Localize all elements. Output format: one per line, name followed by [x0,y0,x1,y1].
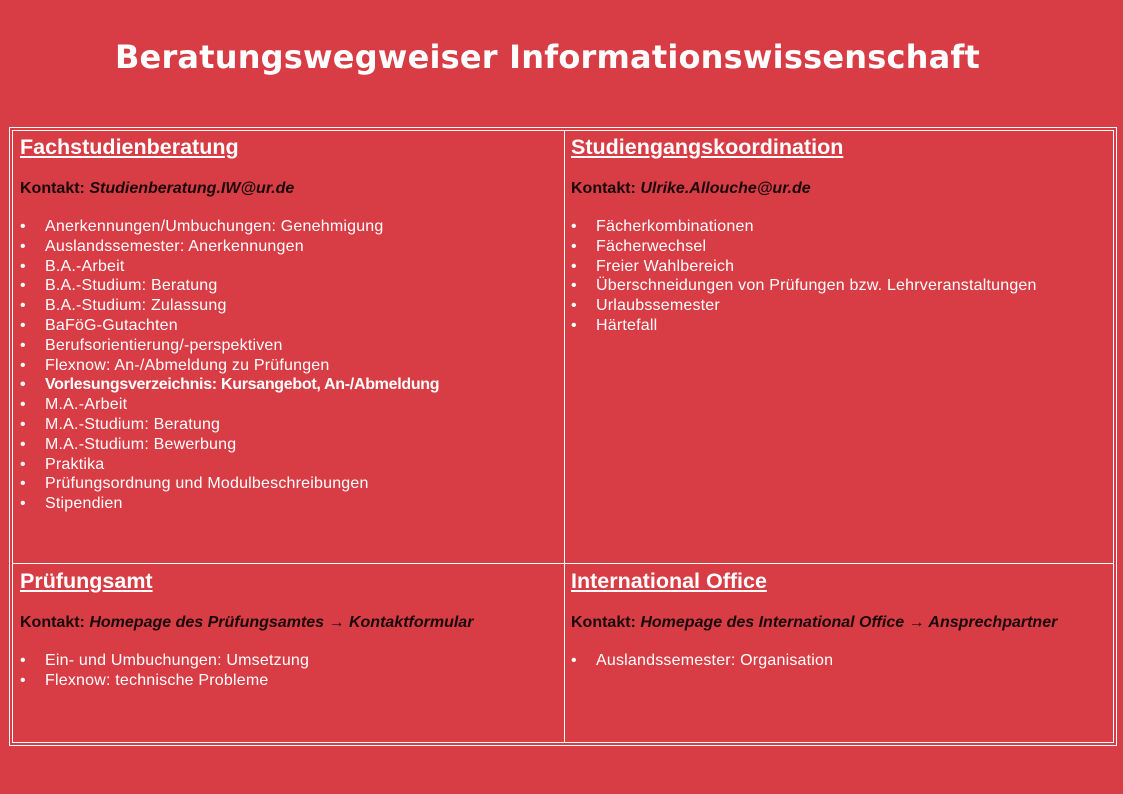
list-item: • B.A.-Studium: Zulassung [11,296,551,316]
list-item: • Flexnow: An-/Abmeldung zu Prüfungen [11,356,551,376]
contact-line [571,613,1112,633]
section-studiengangskoordination [562,133,1112,336]
list-item: • Härtefall [562,316,1112,336]
contact-label: Kontakt: [571,614,636,631]
list-item: • Stipendien [11,494,551,514]
list-item: • B.A.-Studium: Beratung [11,276,551,296]
list-item: • BaFöG-Gutachten [11,316,551,336]
list-item: • Ein- und Umbuchungen: Umsetzung [11,651,551,671]
list-item: • Prüfungsordnung und Modulbeschreibungen [11,474,551,494]
contact-link[interactable]: Homepage des International Office → Ansprechpartner [640,614,1058,631]
section-title: International Office [571,569,767,593]
list-item: • Überschneidungen von Prüfungen bzw. Lehrveranstaltungen [562,276,1112,296]
topic-list [562,651,1112,671]
contact-line [20,179,551,199]
list-item: • Auslandssemester: Organisation [562,651,1112,671]
contact-link[interactable]: Homepage des Prüfungsamtes → Kontaktformular [89,614,474,631]
section-title: Prüfungsamt [20,569,153,593]
list-item: • Flexnow: technische Probleme [11,671,551,691]
section-fachstudienberatung [11,133,551,514]
contact-label: Kontakt: [20,180,85,197]
list-item: • Berufsorientierung/-perspektiven [11,336,551,356]
section-pruefungsamt [11,567,551,691]
list-item: • Fächerwechsel [562,237,1112,257]
section-international-office [562,567,1112,671]
list-item: • Praktika [11,455,551,475]
contact-label: Kontakt: [571,180,636,197]
topic-list [562,217,1112,336]
contact-label: Kontakt: [20,614,85,631]
topic-list [11,651,551,691]
contact-email[interactable]: Ulrike.Allouche@ur.de [640,180,811,197]
list-item: • Fächerkombinationen [562,217,1112,237]
row-divider [13,563,1113,564]
list-item: • M.A.-Studium: Beratung [11,415,551,435]
section-title: Studiengangskoordination [571,135,844,159]
section-title: Fachstudienberatung [20,135,239,159]
list-item: • Auslandssemester: Anerkennungen [11,237,551,257]
list-item: • Anerkennungen/Umbuchungen: Genehmigung [11,217,551,237]
contact-line [20,613,551,633]
contact-line [571,179,1112,199]
list-item: • M.A.-Studium: Bewerbung [11,435,551,455]
list-item-highlighted: • Vorlesungsverzeichnis: Kursangebot, An-/Abmeldung [11,375,551,395]
list-item: • Freier Wahlbereich [562,257,1112,277]
page-title: Beratungswegweiser Informationswissenschaft [114,38,981,76]
list-item: • B.A.-Arbeit [11,257,551,277]
contact-email[interactable]: Studienberatung.IW@ur.de [89,180,295,197]
topic-list [11,217,551,514]
list-item: • Urlaubssemester [562,296,1112,316]
list-item: • M.A.-Arbeit [11,395,551,415]
